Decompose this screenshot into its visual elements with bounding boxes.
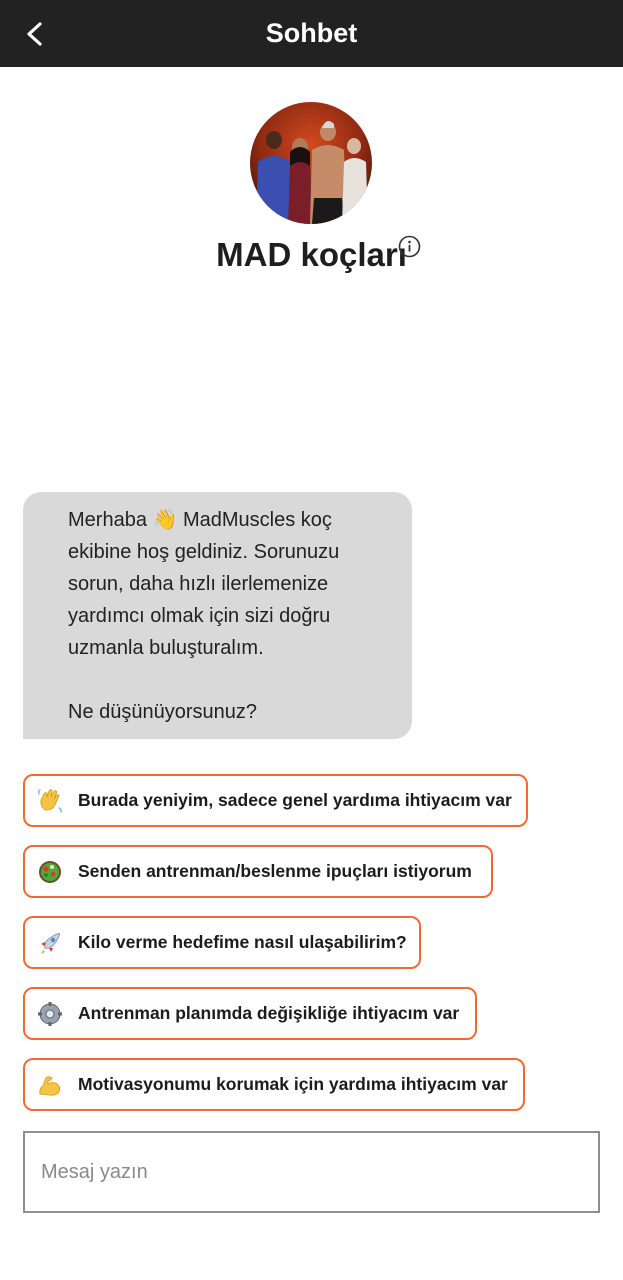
incoming-message-bubble bbox=[23, 492, 412, 739]
quick-reply-label: Motivasyonumu korumak için yardıma ihtiyacım var bbox=[78, 1074, 508, 1094]
back-button[interactable] bbox=[18, 16, 54, 52]
quick-reply-weight-goal[interactable] bbox=[23, 916, 421, 969]
chevron-left-icon bbox=[18, 16, 54, 52]
quick-reply-label: Senden antrenman/beslenme ipuçları istiyorum bbox=[78, 861, 472, 881]
app-header bbox=[0, 0, 623, 67]
quick-reply-label: Antrenman planımda değişikliğe ihtiyacım var bbox=[78, 1003, 460, 1023]
quick-reply-general-help[interactable] bbox=[23, 774, 528, 827]
flexed-biceps-icon bbox=[37, 1072, 63, 1098]
quick-reply-motivation[interactable] bbox=[23, 1058, 525, 1111]
quick-reply-label: Burada yeniyim, sadece genel yardıma ihtiyacım var bbox=[78, 790, 512, 810]
page-title: Sohbet bbox=[265, 18, 358, 48]
avatar bbox=[250, 102, 372, 224]
question-message-text: Ne düşünüyorsunuz? bbox=[68, 701, 258, 723]
rocket-icon bbox=[37, 930, 63, 956]
coaches-group-photo bbox=[250, 102, 372, 224]
info-icon bbox=[398, 235, 421, 258]
quick-reply-plan-change[interactable] bbox=[23, 987, 477, 1040]
quick-reply-tips[interactable] bbox=[23, 845, 493, 898]
message-input[interactable] bbox=[23, 1131, 600, 1213]
coach-name: MAD koçları bbox=[216, 236, 407, 273]
quick-reply-label: Kilo verme hedefime nasıl ulaşabilirim? bbox=[78, 932, 407, 952]
salad-icon bbox=[37, 859, 63, 885]
waving-hand-icon bbox=[37, 788, 63, 814]
gear-icon bbox=[37, 1001, 63, 1027]
info-button[interactable] bbox=[398, 235, 421, 258]
greeting-message-text: Merhaba 👋 MadMuscles koç ekibine hoş geldiniz. Sorunuzu sorun, daha hızlı ilerlemenize yardımcı olmak için sizi doğru uzmanla buluşturalım. bbox=[68, 509, 340, 659]
